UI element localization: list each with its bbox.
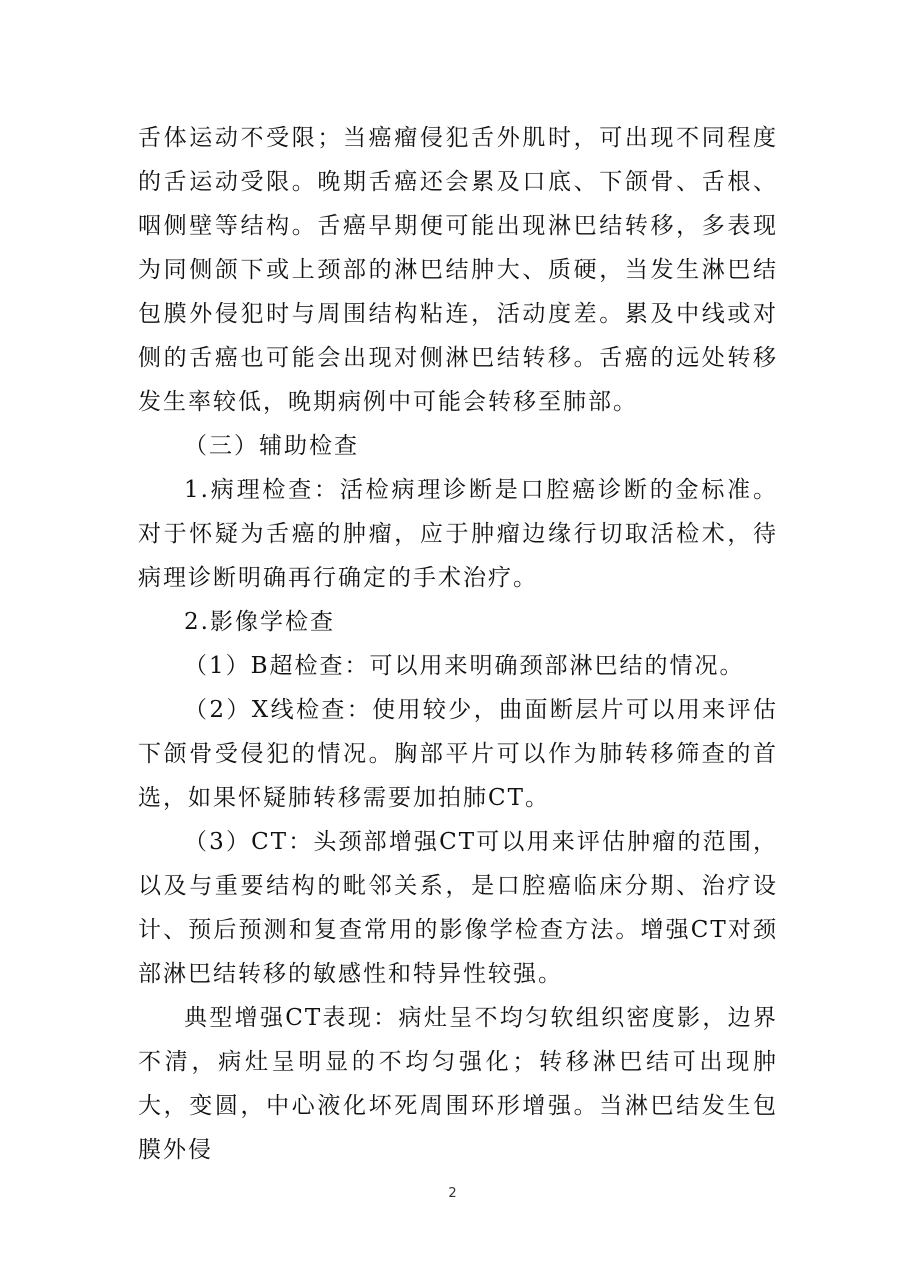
heading-auxiliary-examination: （三）辅助检查 [184, 433, 359, 459]
paragraph-ct-findings: 典型增强CT表现：病灶呈不均匀软组织密度影，边界不清，病灶呈明显的不均匀强化；转移淋巴结可出现肿大，变圆，中心液化坏死周围环形增强。当淋巴结发生包膜外侵 [138, 1005, 778, 1163]
paragraph-ultrasound-exam: （1）B超检查：可以用来明确颈部淋巴结的情况。 [184, 653, 745, 679]
document-body [138, 116, 778, 1172]
page-number: 2 [448, 1186, 457, 1201]
heading-imaging-exam: 2.影像学检查 [184, 609, 335, 635]
paragraph-xray-exam: （2）X线检查：使用较少，曲面断层片可以用来评估下颌骨受侵犯的情况。胸部平片可以作为肺转移筛查的首选，如果怀疑肺转移需要加拍肺CT。 [138, 697, 778, 811]
paragraph-pathology-exam: 1.病理检查：活检病理诊断是口腔癌诊断的金标准。对于怀疑为舌癌的肿瘤，应于肿瘤边缘行切取活检术，待病理诊断明确再行确定的手术治疗。 [138, 477, 778, 591]
paragraph-tongue-motion: 舌体运动不受限；当癌瘤侵犯舌外肌时，可出现不同程度的舌运动受限。晚期舌癌还会累及口底、下颌骨、舌根、咽侧壁等结构。舌癌早期便可能出现淋巴结转移，多表现为同侧颌下或上颈部的淋巴结肿大、质硬，当发生淋巴结包膜外侵犯时与周围结构粘连，活动度差。累及中线或对侧的舌癌也可能会出现对侧淋巴结转移。舌癌的远处转移发生率较低，晚期病例中可能会转移至肺部。 [138, 125, 778, 415]
paragraph-ct-exam: （3）CT：头颈部增强CT可以用来评估肿瘤的范围，以及与重要结构的毗邻关系，是口腔癌临床分期、治疗设计、预后预测和复查常用的影像学检查方法。增强CT对颈部淋巴结转移的敏感性和特异性较强。 [138, 829, 778, 987]
